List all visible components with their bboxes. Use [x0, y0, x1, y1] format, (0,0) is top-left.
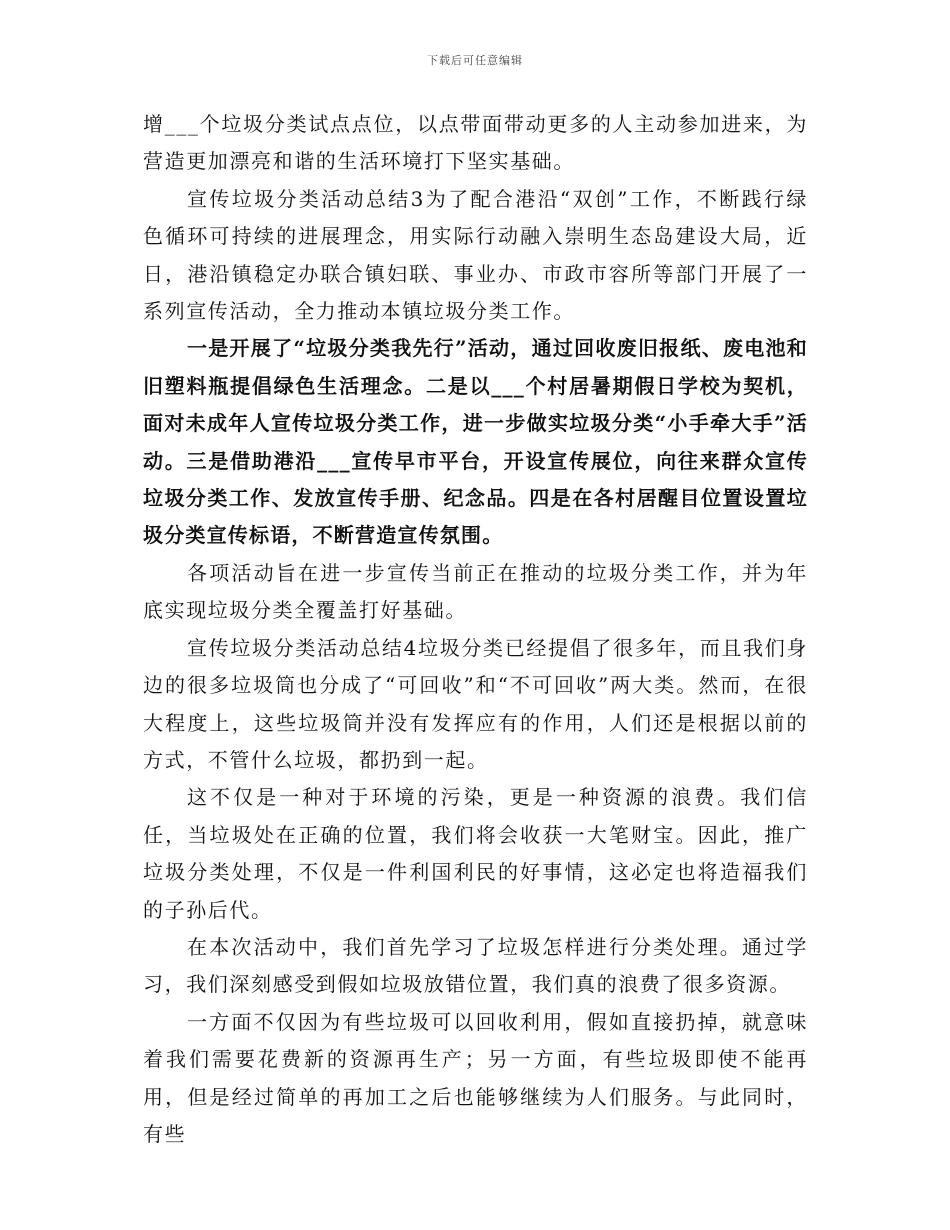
paragraph-2: 宣传垃圾分类活动总结3为了配合港沿“双创”工作，不断践行绿色循环可持续的进展理念，用实际行动融入崇明生态岛建设大局，近日，港沿镇稳定办联合镇妇联、事业办、市政市容所等部门开展了一系列宣传活动，全力推动本镇垃圾分类工作。 [143, 186, 808, 324]
paragraph-3-bold: 一是开展了“垃圾分类我先行”活动，通过回收废旧报纸、废电池和旧塑料瓶提倡绿色生活理念。二是以___个村居暑期假日学校为契机，面对未成年人宣传垃圾分类工作，进一步做实垃圾分类“小手牵大手”活动。三是借助港沿___宣传早市平台，开设宣传展位，向往来群众宣传垃圾分类工作、发放宣传手册、纪念品。四是在各村居醒目位置设置垃圾分类宣传标语，不断营造宣传氛围。 [143, 336, 808, 548]
paragraph-7: 在本次活动中，我们首先学习了垃圾怎样进行分类处理。通过学习，我们深刻感受到假如垃圾放错位置，我们真的浪费了很多资源。 [143, 934, 808, 997]
page-header: 下载后可任意编辑 [427, 54, 523, 67]
paragraph-4: 各项活动旨在进一步宣传当前正在推动的垃圾分类工作，并为年底实现垃圾分类全覆盖打好基础。 [143, 560, 808, 623]
document-body [143, 106, 808, 1153]
paragraph-8: 一方面不仅因为有些垃圾可以回收利用，假如直接扔掉，就意味着我们需要花费新的资源再生产；另一方面，有些垃圾即使不能再用，但是经过简单的再加工之后也能够继续为人们服务。与此同时，有些 [143, 1009, 808, 1146]
paragraph-6: 这不仅是一种对于环境的污染，更是一种资源的浪费。我们信任，当垃圾处在正确的位置，我们将会收获一大笔财宝。因此，推广垃圾分类处理，不仅是一件利国利民的好事情，这必定也将造福我们的子孙后代。 [143, 785, 808, 922]
paragraph-1: 增___个垃圾分类试点点位，以点带面带动更多的人主动参加进来，为营造更加漂亮和谐的生活环境打下坚实基础。 [143, 112, 808, 174]
paragraph-5: 宣传垃圾分类活动总结4垃圾分类已经提倡了很多年，而且我们身边的很多垃圾筒也分成了“可回收”和“不可回收”两大类。然而，在很大程度上，这些垃圾筒并没有发挥应有的作用，人们还是根据以前的方式，不管什么垃圾，都扔到一起。 [143, 635, 808, 772]
